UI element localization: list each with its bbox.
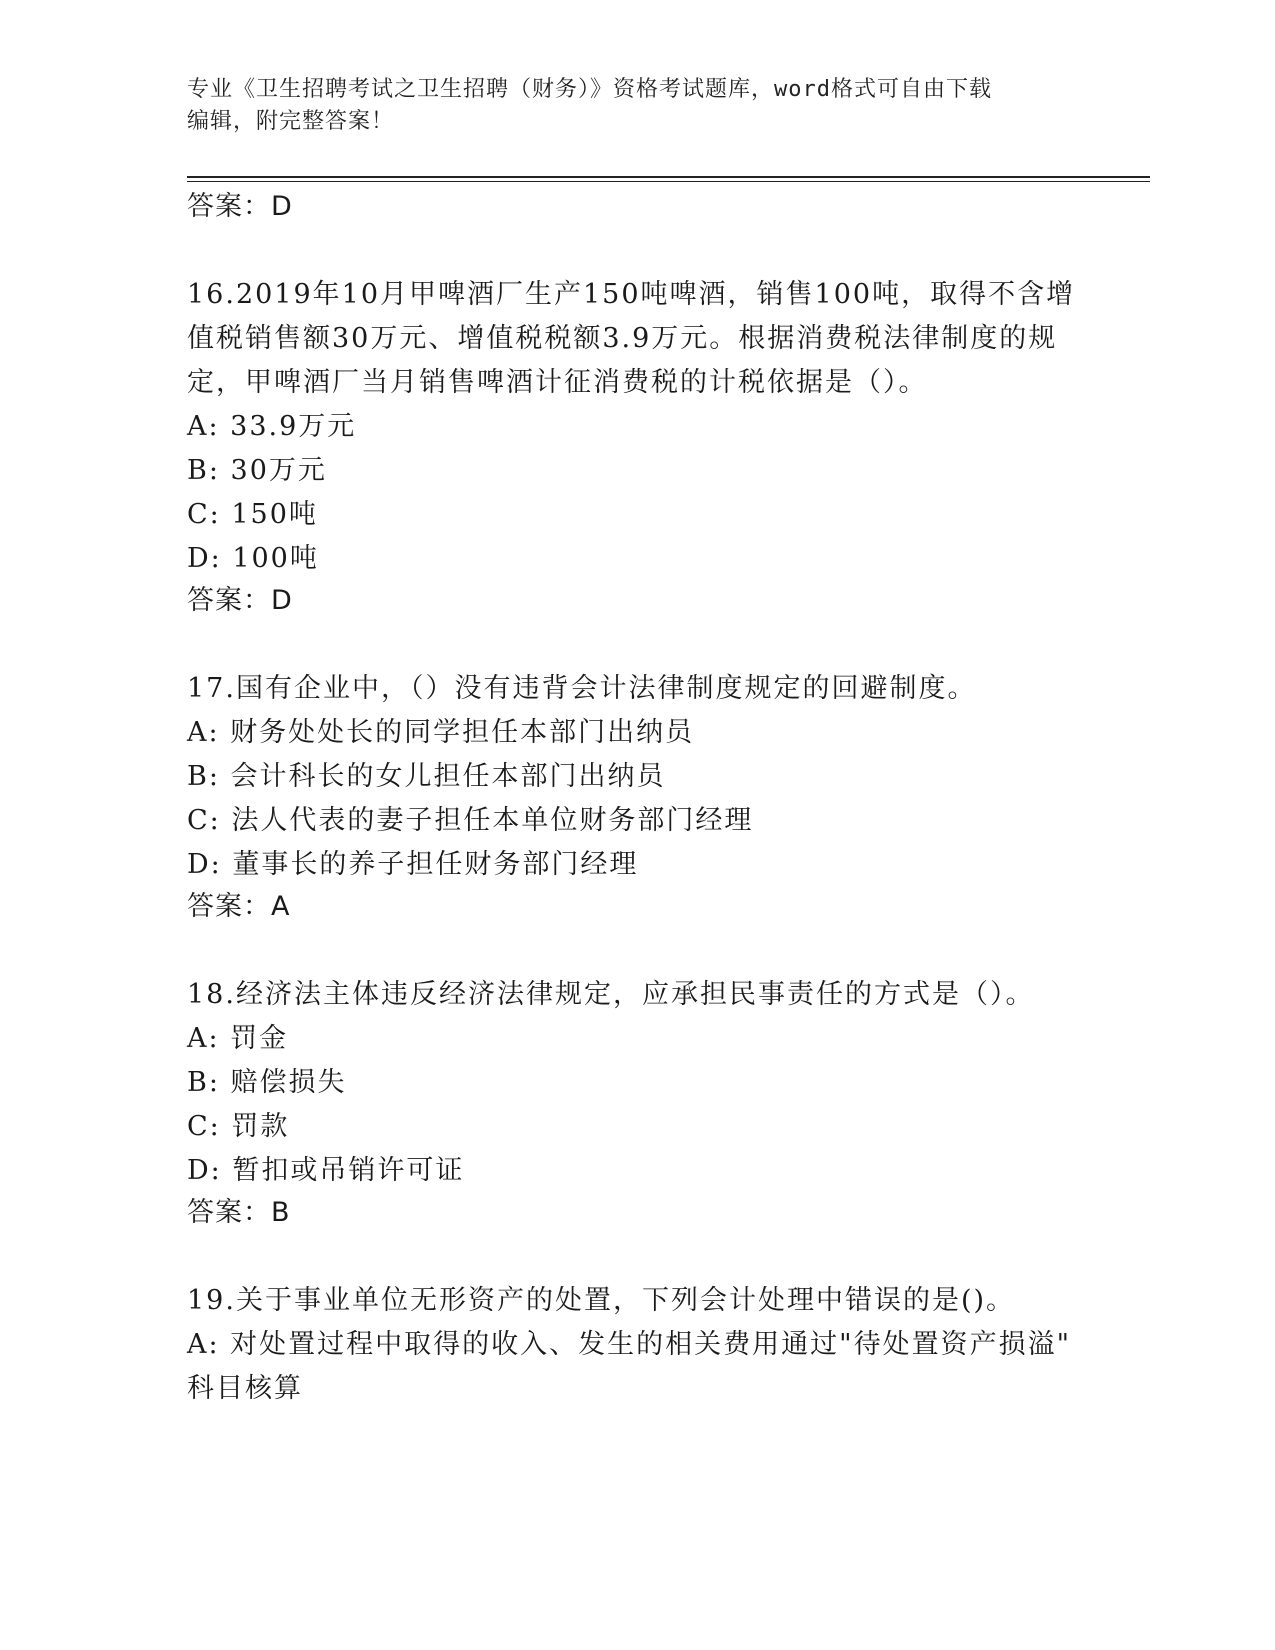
question-17-answer: 答案：A: [187, 891, 291, 922]
question-19-stem-line-1: 19.关于事业单位无形资产的处置，下列会计处理中错误的是()。: [187, 1285, 1016, 1316]
question-17-option-c: C: 法人代表的妻子担任本单位财务部门经理: [187, 805, 754, 836]
question-18-option-a: A: 罚金: [187, 1023, 289, 1054]
question-16-stem-line-2: 值税销售额30万元、增值税税额3.9万元。根据消费税法律制度的规: [187, 323, 1058, 354]
question-18-option-b: B: 赔偿损失: [187, 1067, 347, 1098]
question-16-option-b: B: 30万元: [187, 455, 327, 486]
answer-line: 答案：D: [187, 191, 293, 222]
question-16-stem-line-3: 定，甲啤酒厂当月销售啤酒计征消费税的计税依据是（）。: [187, 367, 928, 398]
question-18-option-d: D: 暂扣或吊销许可证: [187, 1155, 465, 1186]
question-17-option-a: A: 财务处处长的同学担任本部门出纳员: [187, 717, 695, 748]
page-header: [187, 74, 1087, 138]
question-19-option-a: A: 对处置过程中取得的收入、发生的相关费用通过"待处置资产损溢": [187, 1329, 1072, 1360]
question-18-option-c: C: 罚款: [187, 1111, 290, 1142]
question-18-stem-line-1: 18.经济法主体违反经济法律规定，应承担民事责任的方式是（）。: [187, 979, 1035, 1010]
question-16-stem-line-1: 16.2019年10月甲啤酒厂生产150吨啤酒，销售100吨，取得不含增: [187, 279, 1076, 310]
question-16-option-d: D: 100吨: [187, 543, 319, 574]
question-16-answer: 答案：D: [187, 585, 293, 616]
question-17-option-d: D: 董事长的养子担任财务部门经理: [187, 849, 639, 880]
header-rule-thick: [187, 176, 1150, 178]
header-rule-thin: [187, 181, 1150, 182]
question-16-option-c: C: 150吨: [187, 499, 318, 530]
header-line-1: 专业《卫生招聘考试之卫生招聘（财务）》资格考试题库，word格式可自由下载: [187, 77, 992, 102]
question-16-option-a: A: 33.9万元: [187, 411, 357, 442]
question-17-stem-line-1: 17.国有企业中，（）没有违背会计法律制度规定的回避制度。: [187, 673, 977, 704]
question-17-option-b: B: 会计科长的女儿担任本部门出纳员: [187, 761, 666, 792]
question-18-answer: 答案：B: [187, 1197, 291, 1228]
question-19-option-a-continued: 科目核算: [187, 1373, 303, 1404]
header-line-2: 编辑，附完整答案！: [187, 109, 395, 134]
